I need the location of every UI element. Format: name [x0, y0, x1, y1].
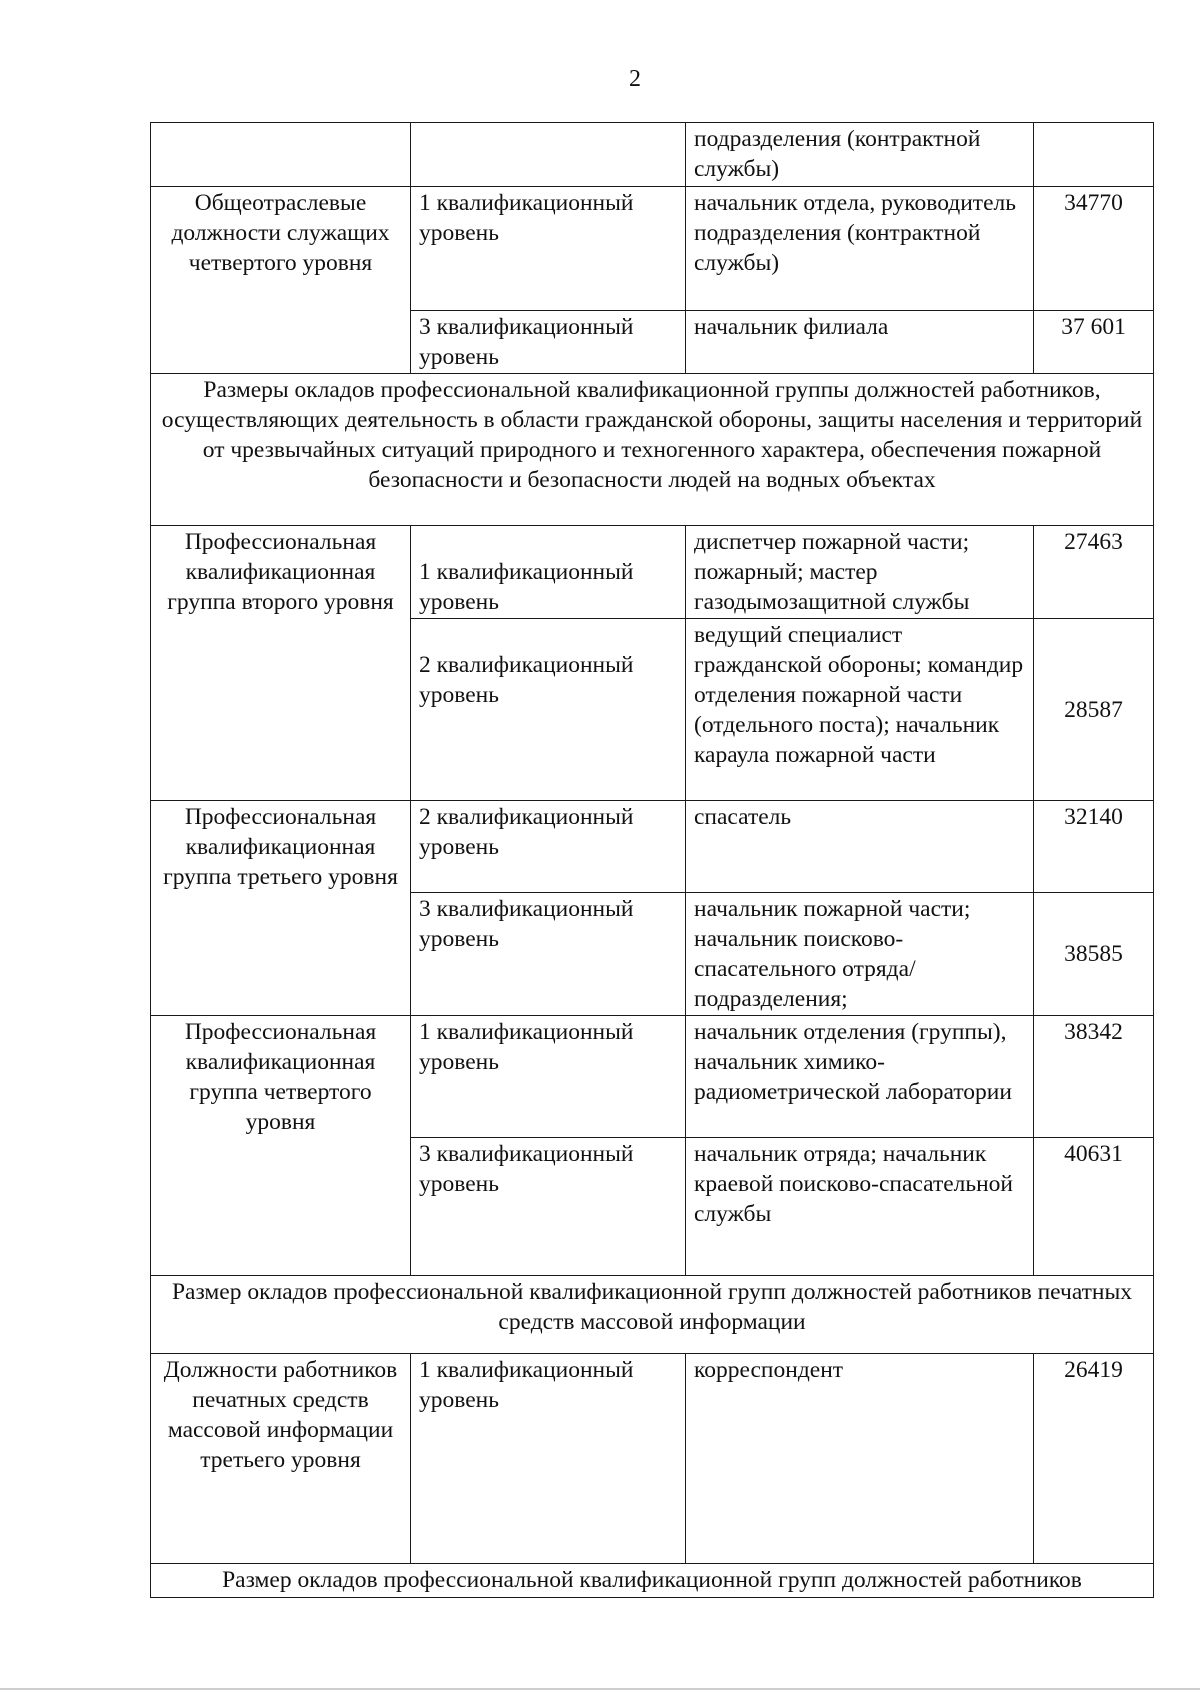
salary-cell: 28587: [1034, 619, 1154, 801]
table-row: [151, 801, 1154, 893]
scan-edge-line: [0, 1688, 1200, 1690]
level-cell: 3 квалификационный уровень: [411, 893, 686, 1016]
section-row: [151, 374, 1154, 526]
salary-table: [150, 122, 1154, 1598]
position-cell: диспетчер пожарной части; пожарный; мастер газодымозащитной службы: [686, 526, 1034, 619]
salary-cell: 40631: [1034, 1138, 1154, 1276]
salary-cell: 26419: [1034, 1354, 1154, 1564]
group-cell: Должности работников печатных средств массовой информации третьего уровня: [151, 1354, 411, 1564]
salary-cell: 38342: [1034, 1016, 1154, 1138]
level-cell: 3 квалификационный уровень: [411, 1138, 686, 1276]
position-cell: подразделения (контрактной службы): [686, 123, 1034, 187]
salary-cell: 27463: [1034, 526, 1154, 619]
position-cell: начальник филиала: [686, 311, 1034, 374]
group-cell: Профессиональная квалификационная группа второго уровня: [151, 526, 411, 801]
group-cell: Профессиональная квалификационная группа четвертого уровня: [151, 1016, 411, 1276]
page-number: 2: [629, 66, 641, 92]
position-cell: начальник пожарной части; начальник поисково-спасательного отряда/подразделения;: [686, 893, 1034, 1016]
level-cell: [411, 526, 686, 619]
level-text: 1 квалификационный уровень: [419, 559, 634, 615]
level-cell: 3 квалификационный уровень: [411, 311, 686, 374]
level-cell: [411, 619, 686, 801]
level-cell: 2 квалификационный уровень: [411, 801, 686, 893]
table-row: [151, 526, 1154, 619]
level-cell: [411, 123, 686, 187]
level-text: 2 квалификационный уровень: [419, 652, 634, 708]
level-cell: 1 квалификационный уровень: [411, 1016, 686, 1138]
section-row: [151, 1276, 1154, 1354]
salary-cell: 37 601: [1034, 311, 1154, 374]
section-heading: Размеры окладов профессиональной квалификационной группы должностей работников, осуществляющих деятельность в области гражданской обороны, защиты населения и территорий от чрезвычайных ситуаций природного и техногенного характера, обеспечения пожарной безопасности и безопасности людей на водных объектах: [151, 374, 1154, 526]
table-row: [151, 123, 1154, 187]
position-cell: ведущий специалист гражданской обороны; командир отделения пожарной части (отдельного поста); начальник караула пожарной части: [686, 619, 1034, 801]
table-row: [151, 1354, 1154, 1564]
position-cell: начальник отряда; начальник краевой поисково-спасательной службы: [686, 1138, 1034, 1276]
position-cell: спасатель: [686, 801, 1034, 893]
section-heading: Размер окладов профессиональной квалификационной групп должностей работников: [151, 1564, 1154, 1598]
group-cell: Профессиональная квалификационная группа третьего уровня: [151, 801, 411, 1016]
table-row: [151, 187, 1154, 311]
group-cell: Общеотраслевые должности служащих четвертого уровня: [151, 187, 411, 374]
salary-cell: 38585: [1034, 893, 1154, 1016]
position-cell: начальник отделения (группы), начальник химико-радиометрической лаборатории: [686, 1016, 1034, 1138]
position-cell: корреспондент: [686, 1354, 1034, 1564]
level-cell: 1 квалификационный уровень: [411, 187, 686, 311]
section-heading: Размер окладов профессиональной квалификационной групп должностей работников печатных средств массовой информации: [151, 1276, 1154, 1354]
table-row: [151, 1016, 1154, 1138]
salary-cell: 34770: [1034, 187, 1154, 311]
salary-cell: 32140: [1034, 801, 1154, 893]
level-cell: 1 квалификационный уровень: [411, 1354, 686, 1564]
section-row: [151, 1564, 1154, 1598]
position-cell: начальник отдела, руководитель подразделения (контрактной службы): [686, 187, 1034, 311]
group-cell: [151, 123, 411, 187]
salary-cell: [1034, 123, 1154, 187]
